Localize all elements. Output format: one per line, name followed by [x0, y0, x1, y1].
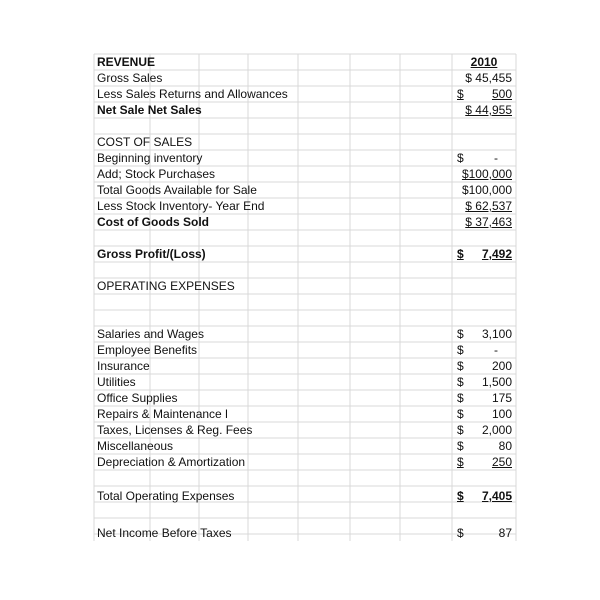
- returns-value: 500: [491, 87, 512, 101]
- expense-currency: $: [457, 407, 464, 421]
- gross-sales-value: $ 45,455: [465, 71, 512, 85]
- net-sales-label[interactable]: Net Sale Net Sales: [97, 103, 202, 117]
- gross-profit-currency: $: [457, 247, 464, 261]
- returns-currency: $: [457, 87, 464, 101]
- expense-currency: $: [457, 455, 464, 469]
- operating-expenses-heading[interactable]: OPERATING EXPENSES: [97, 279, 235, 293]
- expense-value: 1,500: [481, 375, 512, 389]
- expense-currency: $: [457, 423, 464, 437]
- total-available-label[interactable]: Total Goods Available for Sale: [97, 183, 257, 197]
- total-operating-expenses-label[interactable]: Total Operating Expenses: [97, 489, 235, 503]
- year-end-inventory-value: $ 62,537: [465, 199, 512, 213]
- expense-row: [0, 438, 600, 454]
- net-income-value: 87: [498, 526, 512, 540]
- revenue-heading-row: [0, 54, 600, 70]
- expense-row: [0, 358, 600, 374]
- operating-expenses-heading-row: [0, 278, 600, 294]
- returns-row: [0, 86, 600, 102]
- cogs-row: [0, 214, 600, 230]
- total-available-row: [0, 182, 600, 198]
- cogs-label[interactable]: Cost of Goods Sold: [97, 215, 209, 229]
- stock-purchases-row: [0, 166, 600, 182]
- beginning-inventory-label[interactable]: Beginning inventory: [97, 151, 203, 165]
- total-operating-expenses-value: 7,405: [481, 489, 512, 503]
- beginning-inventory-row: [0, 150, 600, 166]
- expense-row: [0, 390, 600, 406]
- expense-row: [0, 342, 600, 358]
- expense-value: 200: [491, 359, 512, 373]
- expense-currency: $: [457, 327, 464, 341]
- stock-purchases-label[interactable]: Add; Stock Purchases: [97, 167, 216, 181]
- expense-label[interactable]: Miscellaneous: [97, 439, 174, 453]
- returns-label[interactable]: Less Sales Returns and Allowances: [97, 87, 288, 101]
- net-income-label[interactable]: Net Income Before Taxes: [97, 526, 232, 540]
- year-label: 2010: [470, 55, 498, 69]
- expense-value: 80: [498, 439, 512, 453]
- expense-label[interactable]: Taxes, Licenses & Reg. Fees: [97, 423, 253, 437]
- expense-row: [0, 326, 600, 342]
- net-income-currency: $: [457, 526, 464, 540]
- expense-label[interactable]: Insurance: [97, 359, 150, 373]
- beginning-inventory-currency: $: [457, 151, 464, 165]
- expense-value: 100: [491, 407, 512, 421]
- gross-sales-label[interactable]: Gross Sales: [97, 71, 163, 85]
- total-available-value: $100,000: [461, 183, 512, 197]
- gross-profit-label[interactable]: Gross Profit/(Loss): [97, 247, 206, 261]
- expense-label[interactable]: Utilities: [97, 375, 136, 389]
- year-end-inventory-row: [0, 198, 600, 214]
- year-end-inventory-label[interactable]: Less Stock Inventory- Year End: [97, 199, 265, 213]
- expense-value: 2,000: [481, 423, 512, 437]
- expense-value: -: [494, 343, 498, 357]
- expense-label[interactable]: Salaries and Wages: [97, 327, 204, 341]
- net-sales-row: [0, 102, 600, 118]
- total-operating-expenses-currency: $: [457, 489, 464, 503]
- expense-value: 250: [491, 455, 512, 469]
- expense-label[interactable]: Employee Benefits: [97, 343, 198, 357]
- revenue-heading[interactable]: REVENUE: [97, 55, 156, 69]
- expense-currency: $: [457, 343, 464, 357]
- expense-value: 175: [491, 391, 512, 405]
- expense-label[interactable]: Depreciation & Amortization: [97, 455, 246, 469]
- gross-profit-value: 7,492: [481, 247, 512, 261]
- gross-sales-row: [0, 70, 600, 86]
- stock-purchases-value: $100,000: [461, 167, 512, 181]
- expense-row: [0, 406, 600, 422]
- expense-row: [0, 374, 600, 390]
- expense-value: 3,100: [481, 327, 512, 341]
- expense-row: [0, 454, 600, 470]
- expense-label[interactable]: Office Supplies: [97, 391, 178, 405]
- cost-of-sales-heading[interactable]: COST OF SALES: [97, 135, 193, 149]
- total-operating-expenses-row: [0, 488, 600, 504]
- gross-profit-row: [0, 246, 600, 262]
- expense-currency: $: [457, 375, 464, 389]
- expense-currency: $: [457, 391, 464, 405]
- expense-row: [0, 422, 600, 438]
- expense-label[interactable]: Repairs & Maintenance l: [97, 407, 228, 421]
- cost-of-sales-heading-row: [0, 134, 600, 150]
- net-income-row: [0, 525, 600, 541]
- net-sales-value: $ 44,955: [465, 103, 512, 117]
- expense-currency: $: [457, 359, 464, 373]
- beginning-inventory-value: -: [494, 151, 498, 165]
- expense-currency: $: [457, 439, 464, 453]
- cogs-value: $ 37,463: [465, 215, 512, 229]
